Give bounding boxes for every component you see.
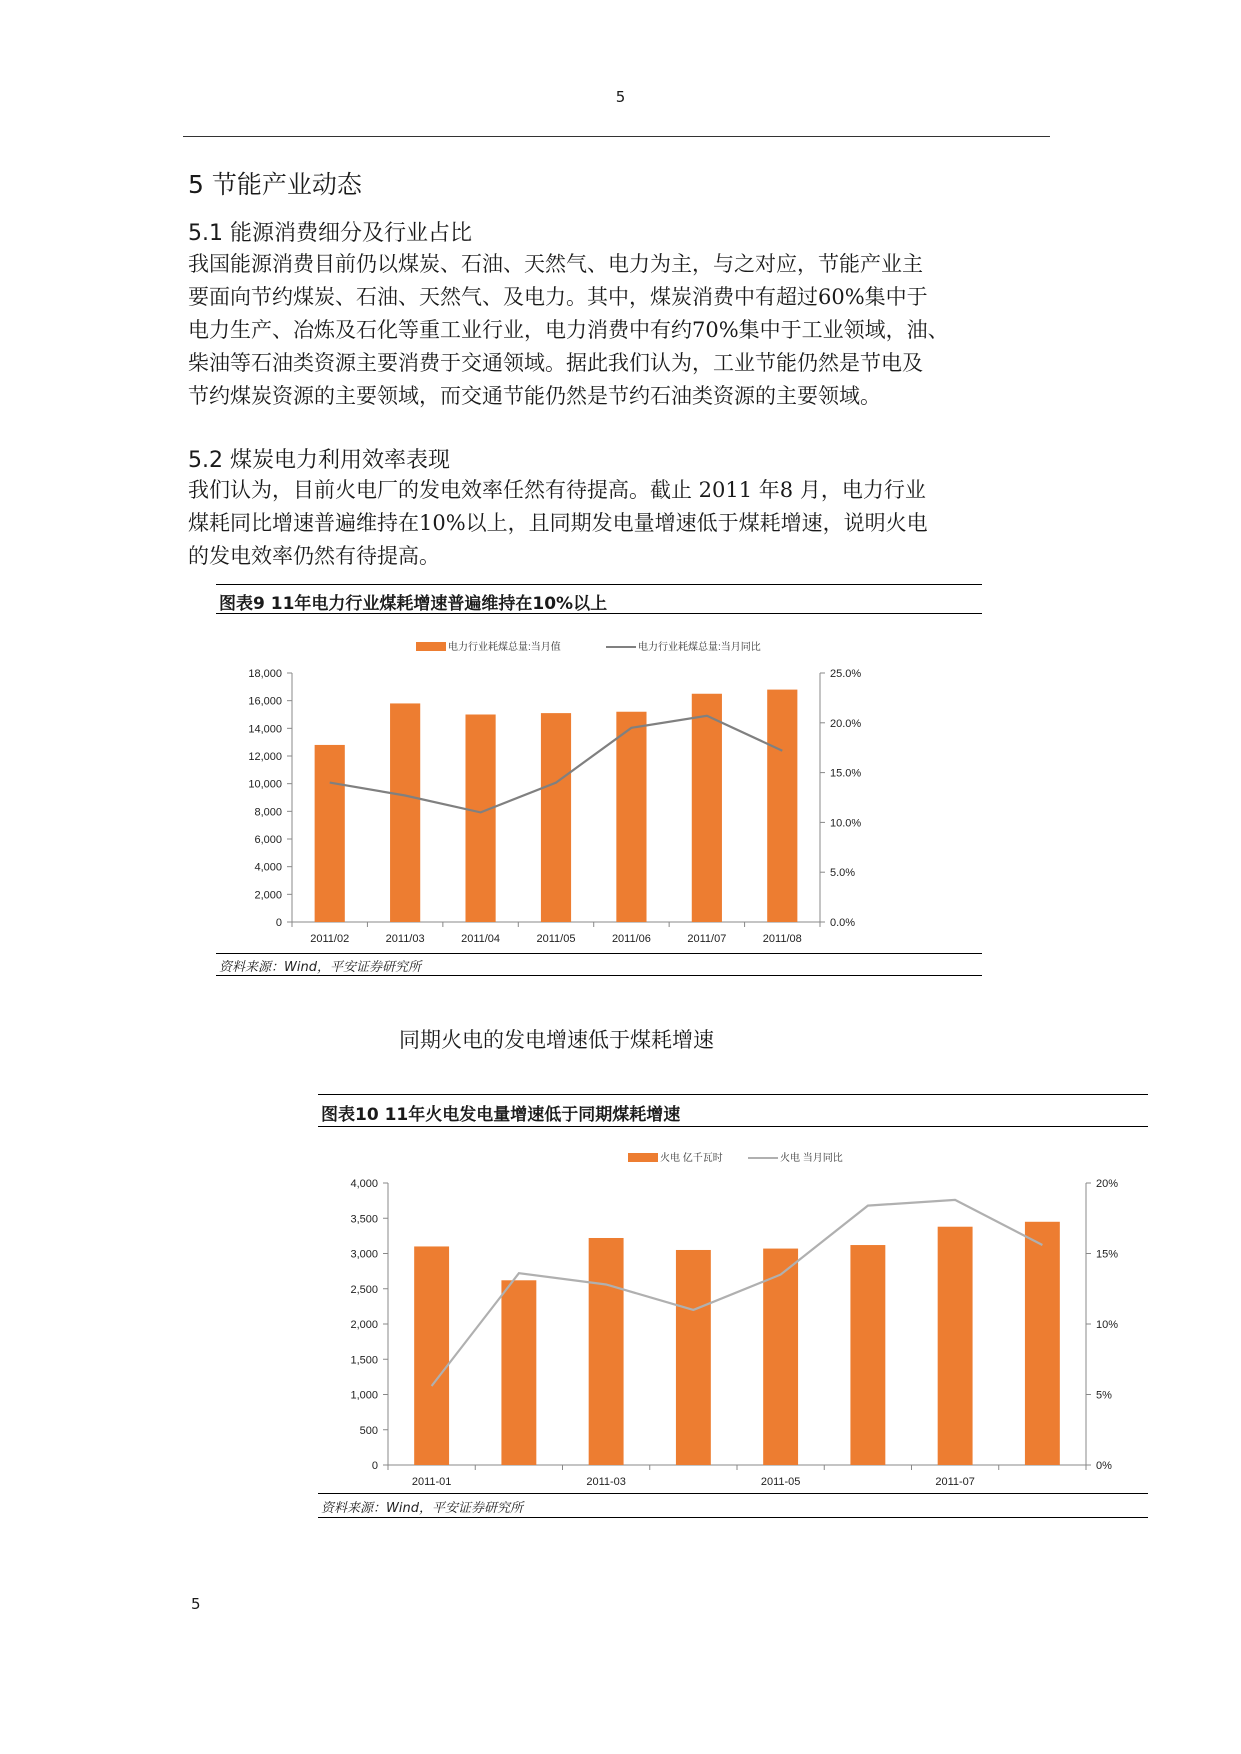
x-tick-label: 2011-05 [760, 1476, 801, 1488]
paragraph-line: 的发电效率仍然有待提高。 [188, 544, 440, 568]
legend-bar-label: 电力行业耗煤总量:当月值 [448, 642, 561, 653]
figure10-title-rule [318, 1126, 1148, 1127]
legend-line-label: 电力行业耗煤总量:当月同比 [638, 642, 761, 653]
y-left-tick-label: 2,000 [350, 1319, 378, 1331]
x-tick-label: 2011/03 [385, 933, 425, 945]
figure10-chart [318, 1140, 1148, 1490]
y-right-tick-label: 10% [1096, 1319, 1119, 1331]
y-right-tick-label: 10.0% [830, 817, 862, 830]
y-right-tick-label: 25.0% [830, 668, 862, 680]
bar [315, 745, 345, 922]
y-left-tick-label: 0 [371, 1460, 378, 1472]
figure9-top-rule [216, 584, 982, 585]
legend-line-label: 火电 当月同比 [780, 1153, 843, 1164]
bar [676, 1250, 711, 1465]
paragraph-5-2 [188, 474, 1050, 573]
figure9-bottom-rule [216, 975, 982, 976]
bar [692, 694, 722, 922]
subsection-heading-5-2: 5.2 煤炭电力利用效率表现 [188, 448, 450, 473]
bar [589, 1238, 624, 1465]
legend-bar-swatch [628, 1153, 658, 1162]
bar [501, 1280, 536, 1465]
bar [414, 1246, 449, 1465]
y-left-tick-label: 6,000 [254, 834, 282, 846]
y-left-tick-label: 4,000 [350, 1178, 378, 1190]
x-tick-label: 2011-07 [935, 1476, 975, 1488]
bar [763, 1249, 798, 1465]
figure10-top-rule [318, 1094, 1148, 1095]
y-left-tick-label: 0 [275, 917, 282, 929]
page-number-top: 5 [615, 88, 626, 106]
between-caption: 同期火电的发电增速低于煤耗增速 [399, 1028, 714, 1052]
y-right-tick-label: 20.0% [830, 717, 862, 730]
y-left-tick-label: 2,000 [254, 889, 282, 902]
y-right-tick-label: 5.0% [830, 867, 856, 880]
figure10-title: 图表10 11年火电发电量增速低于同期煤耗增速 [321, 1105, 681, 1125]
legend-bar-swatch [416, 642, 446, 651]
y-left-tick-label: 3,500 [350, 1213, 378, 1226]
y-left-tick-label: 14,000 [248, 723, 282, 736]
y-left-tick-label: 2,500 [350, 1283, 378, 1296]
bar [465, 715, 495, 923]
bar [1025, 1222, 1060, 1465]
paragraph-line: 我国能源消费目前仍以煤炭、石油、天然气、电力为主，与之对应，节能产业主 [188, 252, 923, 276]
bar [767, 690, 797, 922]
x-tick-label: 2011/06 [611, 933, 651, 945]
x-tick-label: 2011/07 [687, 933, 727, 945]
y-left-tick-label: 500 [359, 1424, 378, 1437]
y-right-tick-label: 15.0% [830, 767, 862, 780]
x-tick-label: 2011/04 [461, 933, 501, 945]
figure9-source-rule [216, 953, 982, 954]
paragraph-line: 柴油等石油类资源主要消费于交通领域。据此我们认为，工业节能仍然是节电及 [188, 351, 923, 375]
figure10-bottom-rule [318, 1517, 1148, 1518]
y-left-tick-label: 12,000 [248, 751, 282, 763]
x-tick-label: 2011-03 [586, 1476, 626, 1488]
paragraph-line: 要面向节约煤炭、石油、天然气、及电力。其中，煤炭消费中有超过60%集中于 [188, 285, 928, 309]
figure10-source: 资料来源：Wind，平安证券研究所 [321, 1501, 523, 1516]
x-tick-label: 2011/05 [536, 933, 576, 945]
bar [850, 1245, 885, 1465]
y-left-tick-label: 16,000 [248, 695, 282, 708]
bar [390, 703, 420, 922]
paragraph-line: 煤耗同比增速普遍维持在10%以上，且同期发电量增速低于煤耗增速，说明火电 [188, 511, 928, 535]
page-number-bottom: 5 [191, 1595, 201, 1613]
y-right-tick-label: 20% [1096, 1178, 1119, 1190]
y-left-tick-label: 18,000 [248, 668, 282, 680]
paragraph-line: 电力生产、冶炼及石化等重工业行业，电力消费中有约70%集中于工业领域，油、 [188, 318, 949, 342]
bar [938, 1227, 973, 1465]
y-right-tick-label: 0% [1096, 1460, 1112, 1472]
paragraph-line: 我们认为，目前火电厂的发电效率任然有待提高。截止 2011 年8 月，电力行业 [188, 478, 926, 502]
x-tick-label: 2011-01 [411, 1476, 452, 1488]
figure10-source-rule [318, 1493, 1148, 1494]
paragraph-line: 节约煤炭资源的主要领域，而交通节能仍然是节约石油类资源的主要领域。 [188, 384, 881, 408]
y-left-tick-label: 10,000 [248, 778, 282, 791]
y-left-tick-label: 8,000 [254, 806, 282, 819]
subsection-heading-5-1: 5.1 能源消费细分及行业占比 [188, 221, 472, 246]
section-title: 5 节能产业动态 [188, 170, 362, 199]
figure9-source: 资料来源：Wind，平安证券研究所 [219, 960, 421, 975]
y-right-tick-label: 0.0% [830, 917, 856, 929]
figure9-chart [216, 625, 982, 955]
header-rule [183, 136, 1050, 137]
y-left-tick-label: 3,000 [350, 1248, 378, 1261]
y-left-tick-label: 1,500 [350, 1354, 378, 1367]
bar [541, 713, 571, 922]
bar [616, 712, 646, 922]
y-right-tick-label: 5% [1096, 1389, 1112, 1402]
figure9-title: 图表9 11年电力行业煤耗增速普遍维持在10%以上 [219, 594, 608, 614]
paragraph-5-1 [188, 248, 1050, 413]
y-left-tick-label: 1,000 [350, 1389, 378, 1402]
y-right-tick-label: 15% [1096, 1248, 1119, 1261]
x-tick-label: 2011/08 [762, 933, 802, 945]
legend-bar-label: 火电 亿千瓦时 [660, 1153, 723, 1164]
figure9-title-rule [216, 613, 982, 614]
y-left-tick-label: 4,000 [254, 861, 282, 874]
x-tick-label: 2011/02 [310, 933, 350, 945]
